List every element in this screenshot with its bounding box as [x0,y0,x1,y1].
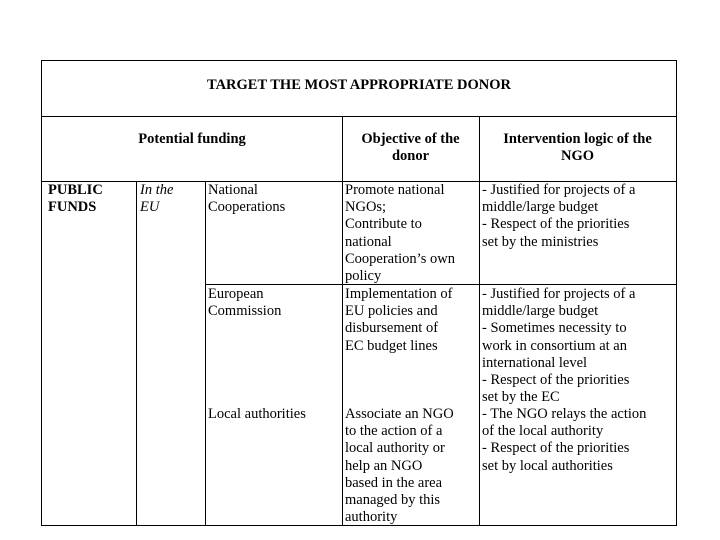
row1-objective-line: Contribute to [345,216,422,233]
row1-objective-line: NGOs; [345,199,387,216]
col-divider-b [205,181,206,525]
row3-source-line: Local authorities [208,406,306,422]
row1-objective-line: Promote national [345,182,445,198]
row2-objective [345,286,453,355]
header-intervention-line: Intervention logic of the [503,131,652,147]
row3-objective-line: local authority or [345,440,445,457]
row1-source-line: Cooperations [208,199,286,216]
row2-source [208,286,281,320]
subcategory-in-the-eu [140,182,173,216]
row2-logic [482,286,635,406]
row2-objective-line: disbursement of [345,320,439,337]
row3-objective-line: help an NGO [345,457,423,474]
row3-source [208,406,306,423]
row3-logic-line: - Respect of the priorities [482,440,630,457]
row3-objective-line: based in the area [345,474,443,491]
row2-logic-line: - Sometimes necessity to [482,320,627,337]
col-divider-a [136,181,137,525]
row3-objective [345,406,454,526]
row1-source [208,182,285,216]
col-divider-d [479,117,480,525]
row2-logic-line: work in consortium at an [482,337,627,354]
row2-source-line: Commission [208,303,282,320]
header-objective [342,131,479,165]
row3-objective-line: managed by this [345,492,441,509]
header-intervention-line: NGO [560,148,595,165]
header-potential-funding [42,131,342,148]
subcategory-line: EU [140,199,160,216]
category-line: PUBLIC [48,182,103,198]
col-divider-c [342,117,343,525]
row1-source-line: National [208,182,258,198]
row2-logic-line: - Respect of the priorities [482,372,630,389]
row3-logic-line: of the local authority [482,423,604,440]
header-objective-line: Objective of the [361,131,460,147]
row1-objective-line: national [345,233,392,250]
row3-objective-line: authority [345,509,398,526]
row2-logic-line: set by the EC [482,389,560,406]
row1-logic-line: - Justified for projects of a [482,182,636,198]
row2-source-line: European [208,286,264,302]
row3-objective-line: Associate an NGO [345,406,454,422]
row3-logic-line: - The NGO relays the action [482,406,647,422]
category-public-funds [48,182,103,216]
row1-objective-line: policy [345,268,382,285]
row3-logic [482,406,646,475]
row2-logic-line: middle/large budget [482,303,599,320]
table-title: TARGET THE MOST APPROPRIATE DONOR [42,61,676,117]
row1-logic-line: - Respect of the priorities [482,216,630,233]
row1-logic [482,182,635,251]
row2-objective-line: EU policies and [345,303,438,320]
row3-objective-line: to the action of a [345,423,443,440]
donor-table [41,60,677,526]
row3-logic-line: set by local authorities [482,457,613,474]
row2-objective-line: EC budget lines [345,337,438,354]
row1-objective [345,182,455,285]
row2-logic-line: - Justified for projects of a [482,286,636,302]
row2-logic-line: international level [482,354,588,371]
row1-objective-line: Cooperation’s own [345,250,455,267]
category-line: FUNDS [48,199,97,216]
row1-logic-line: middle/large budget [482,199,599,216]
header-objective-line: donor [391,148,430,165]
header-intervention [479,131,676,165]
row1-logic-line: set by the ministries [482,233,599,250]
header-potential-funding-text: Potential funding [138,131,246,147]
subcategory-line: In the [140,182,174,198]
row2-objective-line: Implementation of [345,286,453,302]
